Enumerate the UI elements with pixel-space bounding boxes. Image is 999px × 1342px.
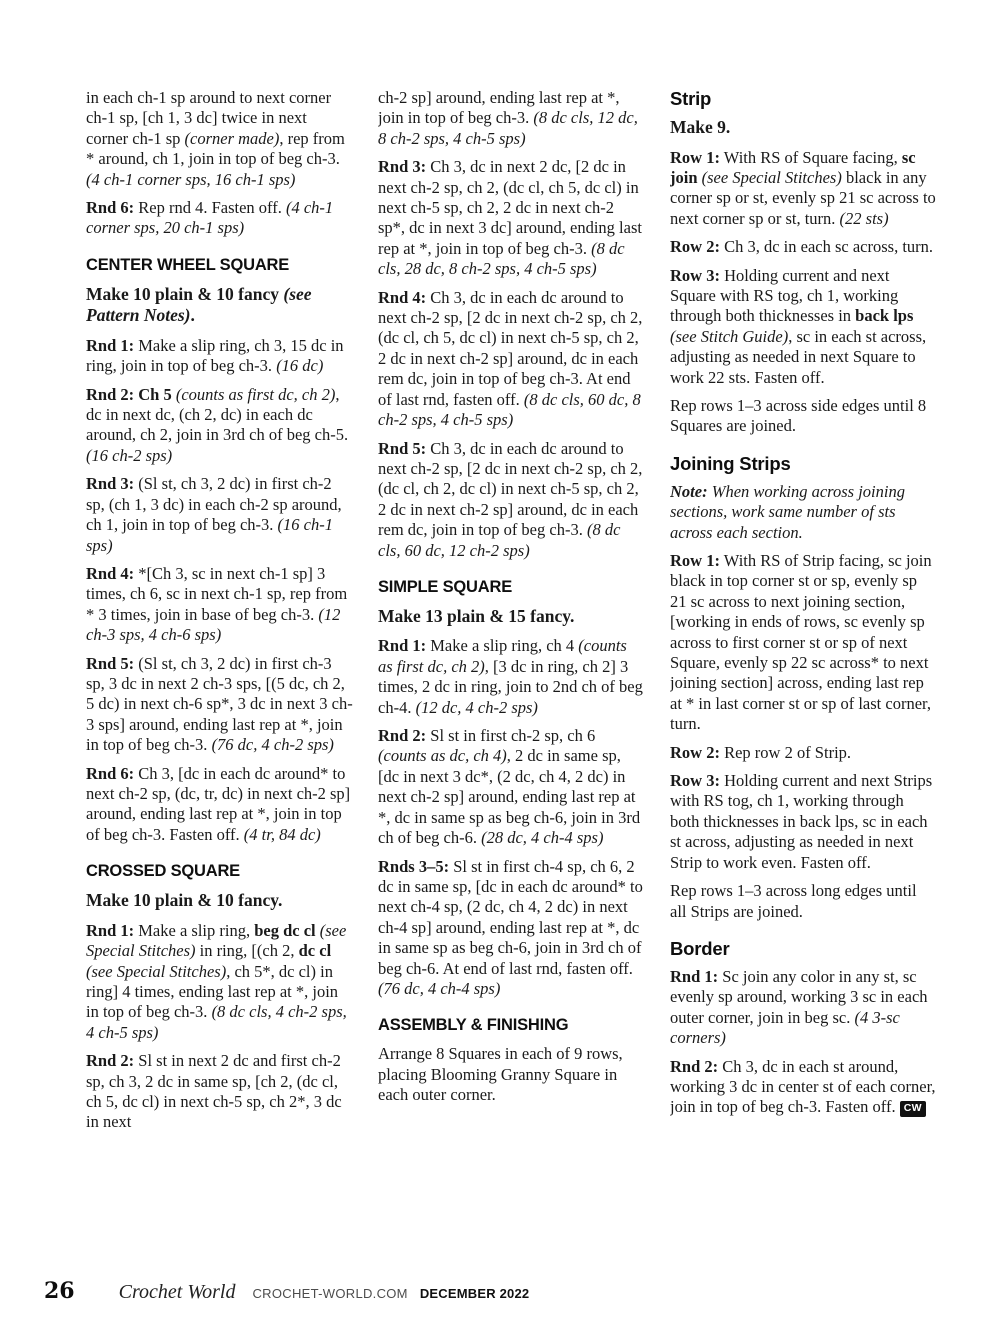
text-run: (corner made) [184, 128, 280, 148]
cw-end-marker-icon: CW [900, 1101, 926, 1117]
text-run: (76 dc, 4 ch-2 sps) [211, 735, 334, 755]
section-heading: SIMPLE SQUARE [378, 577, 513, 596]
column-2 [378, 88, 645, 1280]
text-run: (Sl st, ch 3, 2 dc) in first ch-3 sp, 3 dc in next 2 ch-3 sps, [(5 dc, ch 2, 5 dc) in next ch-6 sp*, 3 dc in next 3 ch-3 sps] around, ending last rep at *, join in top of beg ch-3. [86, 653, 353, 755]
text-run: Make 10 plain & 10 fancy [86, 283, 284, 304]
text-run: (16 ch-2 sps) [86, 445, 173, 465]
text-run: Ch 3, dc in each st around, working 3 dc in center st of each corner, join in top of beg ch-3. Fasten off. [670, 1056, 936, 1117]
pattern-paragraph [86, 564, 353, 646]
text-run: , ch 5*, dc cl) in ring] 4 times, ending last rep at *, join in top of beg ch-3. [86, 961, 339, 1022]
pattern-paragraph [86, 1051, 353, 1133]
section-heading: ASSEMBLY & FINISHING [378, 1016, 569, 1035]
text-run: Rnd 6: [86, 198, 135, 218]
text-run: beg dc cl [254, 920, 320, 940]
text-run: in ring, [(ch 2, [195, 941, 299, 961]
text-run: (see Special Stitches) [86, 961, 227, 981]
text-run: *[Ch 3, sc in next ch-1 sp] 3 times, ch 6, sc in next ch-1 sp, rep from * 3 times, join in base of beg ch-3. [86, 563, 348, 624]
pattern-paragraph [86, 654, 353, 756]
text-run: Rnd 2: [670, 1056, 719, 1076]
text-run: Arrange 8 Squares in each of 9 rows, placing Blooming Granny Square in each outer corner. [378, 1044, 623, 1105]
text-run: Rnd 5: [378, 438, 427, 458]
text-run: (counts as first dc, ch 2) [378, 636, 627, 676]
text-run: Row 2: [670, 237, 720, 257]
text-run: Rnd 5: [86, 653, 135, 673]
pattern-paragraph [86, 474, 353, 556]
pattern-paragraph [670, 551, 937, 735]
text-run: Sl st in first ch-2 sp, ch 6 [426, 726, 596, 746]
text-run: Note: [670, 481, 708, 501]
text-run: Rnd 1: [378, 636, 427, 656]
pattern-paragraph [670, 148, 937, 230]
pattern-paragraph [378, 857, 645, 1000]
text-run: Sl st in first ch-4 sp, ch 6, 2 dc in same sp, [dc in each dc around* to next ch-4 sp, (2 dc, ch 4, 2 dc) in next ch-4 sp] around, ending last rep at *, dc in same sp as beg ch-6, join in 3rd ch of beg ch-6. At end of last rnd, fasten off. [378, 856, 643, 978]
pattern-paragraph [670, 266, 937, 388]
text-run: Make 13 plain & 15 fancy. [378, 605, 575, 626]
text-run: , 2 dc in same sp, [dc in next 3 dc*, (2 dc, ch 4, 2 dc) in next ch-2 sp] around, ending last rep at *, dc in same sp as beg ch-6, join in 3rd ch of beg ch-6. [378, 746, 641, 848]
text-run: Make a slip ring, ch 4 [426, 636, 579, 656]
text-run: (see Pattern Notes) [86, 283, 312, 326]
text-run: Rnd 1: [86, 335, 135, 355]
pattern-paragraph [670, 1057, 937, 1118]
text-run: (see Special Stitches) [701, 167, 842, 187]
column-1 [86, 88, 353, 1280]
make-instruction [378, 606, 645, 628]
text-run: Rnd 2: [378, 726, 427, 746]
pattern-paragraph [670, 743, 937, 763]
subheading: Joining Strips [670, 452, 791, 474]
text-run: Holding current and next Strips with RS tog, ch 1, working through both thicknesses in back lps, sc in each st across, adjusting as needed in next Strip to work even. Fasten off. [670, 771, 933, 872]
pattern-paragraph [86, 198, 353, 239]
text-run: Ch 3, dc in next 2 dc, [2 dc in next ch-2 sp, ch 2, (dc cl, ch 5, dc cl) in next ch-5 sp, ch 2, 2 dc in next ch-2 sp*, dc in next 3 dc] around, ending last rep at *, join in top of beg ch-3. [378, 157, 642, 258]
text-run: With RS of Square facing, [719, 147, 902, 167]
text-run: Rep rows 1–3 across side edges until 8 Squares are joined. [670, 395, 927, 436]
text-run: in each ch-1 sp around to next corner ch-1 sp, [ch 1, 3 dc] twice in next corner ch-1 sp [86, 88, 332, 148]
text-run: Row 3: [670, 265, 720, 285]
text-run: (see Stitch Guide) [670, 326, 789, 346]
text-run: Ch 3, dc in each dc around to next ch-2 sp, [2 dc in next ch-2 sp, ch 2, (dc cl, ch 5, dc cl) in next ch-5 sp, ch 2, 2 dc in next ch-2 sp] around, dc in each rem dc, join in top of beg ch-3. At end of last rnd, fasten off. [378, 287, 643, 409]
pattern-paragraph [86, 385, 353, 467]
page-footer [44, 1278, 954, 1304]
text-run: With RS of Strip facing, sc join black in top corner st or sp, evenly sp 21 sc across to next joining section, [working in ends of rows, sc evenly sp across to first corner st or sp of next Square, evenly sp 22 sc across* to next joining section] across, ending last rep at * in last corner st or sp of last corner, turn. [670, 551, 932, 734]
text-run: Rnd 3: [378, 157, 427, 177]
text-run: . [190, 305, 195, 326]
text-run: (76 dc, 4 ch-4 sps) [378, 978, 501, 998]
text-run: Rnd 4: [86, 563, 135, 583]
text-run: Row 2: [670, 742, 720, 762]
text-run: Ch 3, [dc in each dc around* to next ch-2 sp, (dc, tr, dc) in next ch-2 sp] around, ending last rep at *, join in top of beg ch-3. Fasten off. [86, 763, 351, 844]
text-run: Rnd 2: [86, 1051, 135, 1071]
make-instruction [86, 890, 353, 912]
text-run: Ch 3, dc in each dc around to next ch-2 sp, [2 dc in next ch-2 sp, ch 2, (dc cl, ch 2, dc cl) in next ch-5 sp, ch 2, 2 dc in next ch-2 sp] around, dc in each rem dc, join in top of beg ch-3. [378, 438, 643, 540]
text-run: (8 dc cls, 28 dc, 8 ch-2 sps, 4 ch-5 sps) [378, 238, 625, 279]
pattern-paragraph [670, 482, 937, 543]
text-run: Make a slip ring, ch 3, 15 dc in ring, join in top of beg ch-3. [86, 335, 344, 376]
pattern-paragraph [670, 771, 937, 873]
pattern-paragraph [378, 288, 645, 431]
text-run: Rnd 6: [86, 763, 135, 783]
text-run: , [3 dc in ring, ch 2] 3 times, 2 dc in ring, join to 2nd ch of beg ch-4. [378, 656, 643, 717]
text-run: (8 dc cls, 4 ch-2 sps, 4 ch-5 sps) [86, 1002, 347, 1042]
text-run: (counts as first dc, ch 2) [175, 384, 336, 404]
pattern-paragraph [86, 764, 353, 846]
page-number: 26 [44, 1278, 75, 1304]
make-instruction [670, 117, 937, 139]
text-run: (8 dc cls, 60 dc, 12 ch-2 sps) [378, 520, 621, 560]
text-run: Sl st in next 2 dc and first ch-2 sp, ch 3, 2 dc in same sp, [ch 2, (dc cl, ch 5, dc cl) in next ch-5 sp, ch 2*, 3 dc in next [86, 1051, 342, 1132]
text-run: Ch 3, dc in each sc across, turn. [719, 237, 934, 257]
text-run: (Sl st, ch 3, 2 dc) in first ch-2 sp, (ch 1, 3 dc) in each ch-2 sp around, ch 1, join in top of beg ch-3. [86, 474, 342, 535]
text-run: Make 10 plain & 10 fancy. [86, 890, 283, 911]
text-run: , sc in each st across, adjusting as needed in next Square to work 22 sts. Fasten off. [670, 326, 927, 387]
text-run: When working across joining sections, work same number of sts across each section. [670, 481, 905, 542]
issue-date: DECEMBER 2022 [419, 1286, 530, 1301]
text-run: (12 dc, 4 ch-2 sps) [415, 697, 538, 717]
pattern-paragraph [670, 396, 937, 437]
text-run: Make 9. [670, 117, 731, 137]
text-run: , dc in next dc, (ch 2, dc) in each dc around, ch 2, join in 3rd ch of beg ch-5. [86, 384, 349, 445]
text-run: (4 ch-1 corner sps, 16 ch-1 sps) [86, 169, 296, 189]
pattern-paragraph [378, 157, 645, 279]
subheading: Border [670, 937, 730, 959]
text-run: Rep row 2 of Strip. [719, 742, 852, 762]
text-run: Holding current and next Square with RS tog, ch 1, working through both thicknesses in [670, 265, 899, 326]
text-run: Rnd 2: Ch 5 [86, 384, 176, 404]
text-run: , rep from * around, ch 1, join in top of beg ch-3. [86, 128, 345, 169]
pattern-paragraph [86, 921, 353, 1043]
text-run: Rep rows 1–3 across long edges until all Strips are joined. [670, 881, 917, 921]
text-run: Rnd 1: [670, 966, 719, 986]
column-3 [670, 88, 937, 1280]
section-heading: CROSSED SQUARE [86, 862, 240, 881]
text-run: Rnd 1: [86, 920, 135, 940]
text-run: Sc join any color in any st, sc evenly sp around, working 3 sc in each outer corner, join in beg sc. [670, 966, 928, 1027]
pattern-paragraph [670, 967, 937, 1049]
pattern-paragraph [378, 636, 645, 718]
subheading: Strip [670, 88, 712, 109]
text-run: (8 dc cls, 60 dc, 8 ch-2 sps, 4 ch-5 sps) [378, 389, 641, 430]
pattern-paragraph [378, 439, 645, 561]
pattern-paragraph [378, 1044, 645, 1105]
pattern-paragraph [86, 336, 353, 377]
text-run: Make a slip ring, [134, 920, 255, 940]
text-run: Row 1: [670, 551, 720, 570]
text-run: dc cl [298, 941, 332, 961]
article-columns [86, 88, 937, 1280]
text-run: (4 tr, 84 dc) [243, 824, 321, 844]
text-run: Row 1: [670, 147, 720, 167]
text-run: (4 ch-1 corner sps, 20 ch-1 sps) [86, 198, 334, 238]
text-run: (28 dc, 4 ch-4 sps) [481, 828, 604, 848]
pattern-paragraph [86, 88, 353, 190]
pattern-paragraph [670, 881, 937, 922]
text-run: (see Special Stitches) [86, 920, 347, 961]
magazine-website: CROCHET-WORLD.COM [252, 1286, 408, 1301]
text-run: (counts as dc, ch 4) [378, 746, 507, 766]
text-run: (12 ch-3 sps, 4 ch-6 sps) [86, 604, 341, 645]
text-run: (16 dc) [276, 356, 324, 376]
text-run: (22 sts) [839, 208, 889, 228]
magazine-title: Crochet World [118, 1281, 236, 1303]
text-run: Rep rnd 4. Fasten off. [134, 198, 286, 218]
text-run: Row 3: [670, 771, 720, 791]
text-run: Rnd 3: [86, 474, 135, 494]
text-run: sc join [670, 147, 916, 187]
pattern-paragraph [378, 726, 645, 848]
make-instruction [86, 284, 353, 327]
text-run: back lps [855, 306, 914, 326]
pattern-paragraph [670, 237, 937, 257]
text-run: black in any corner sp or st, evenly sp 21 sc across to next corner sp or st, turn. [670, 167, 936, 228]
text-run: (8 dc cls, 12 dc, 8 ch-2 sps, 4 ch-5 sps) [378, 108, 638, 148]
text-run: ch-2 sp] around, ending last rep at *, join in top of beg ch-3. [378, 88, 620, 128]
text-run: Rnd 4: [378, 287, 427, 307]
section-heading: CENTER WHEEL SQUARE [86, 255, 290, 274]
text-run: (4 3-sc corners) [670, 1007, 900, 1048]
pattern-paragraph [378, 88, 645, 149]
text-run: (16 ch-1 sps) [86, 515, 333, 555]
text-run: Rnds 3–5: [378, 856, 450, 876]
